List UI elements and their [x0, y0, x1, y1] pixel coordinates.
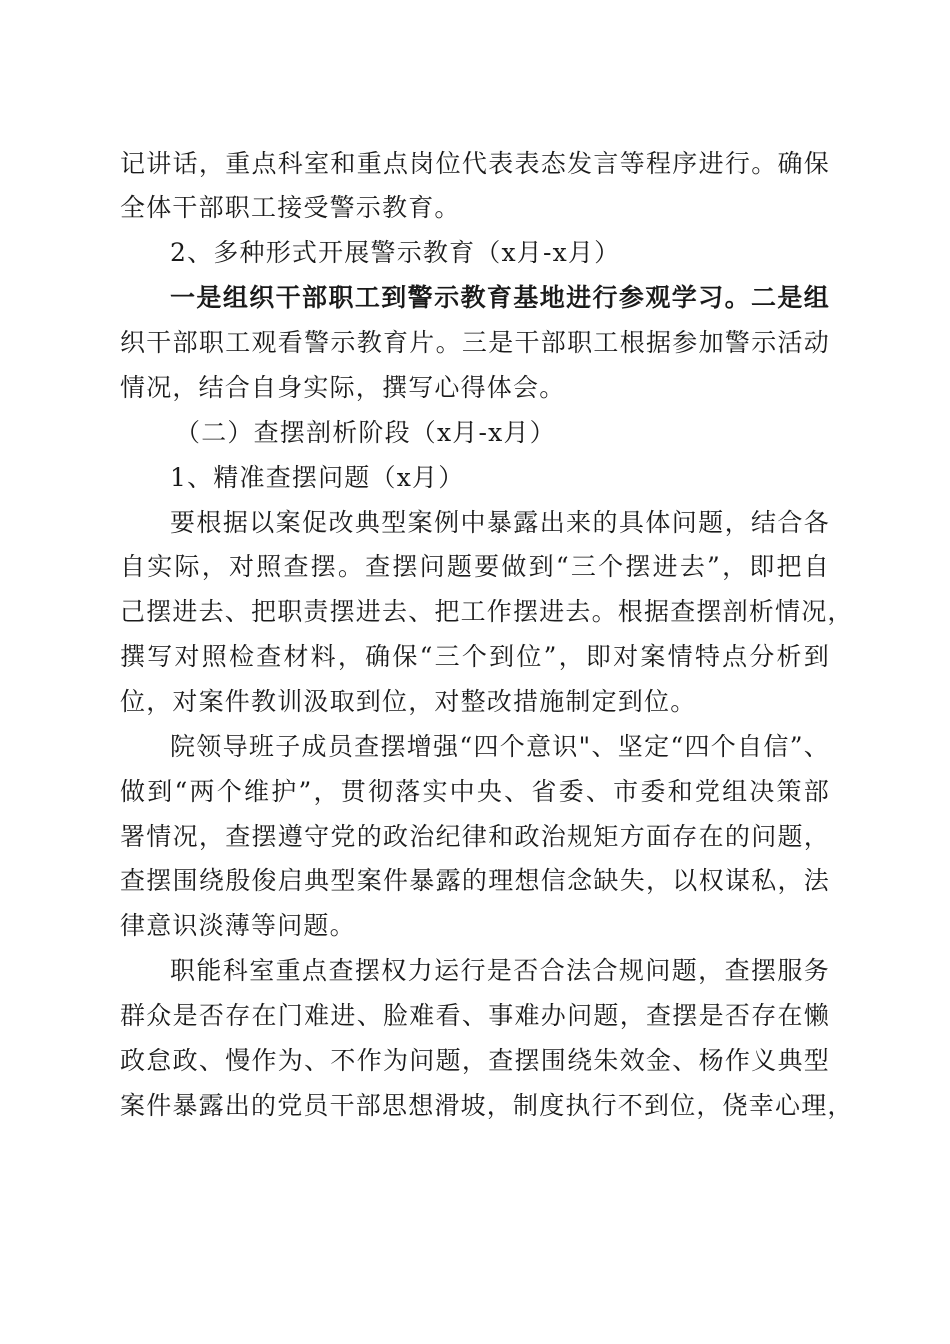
- paragraph-line: 案件暴露出的党员干部思想滑坡，制度执行不到位，侥幸心理，: [120, 1091, 854, 1120]
- paragraph-line: 署情况，查摆遵守党的政治纪律和政治规矩方面存在的问题，: [120, 822, 830, 851]
- paragraph-line: 织干部职工观看警示教育片。三是干部职工根据参加警示活动: [120, 328, 830, 357]
- paragraph-line: 院领导班子成员查摆增强“四个意识"、坚定“四个自信”、: [170, 732, 830, 761]
- paragraph-line: 律意识淡薄等问题。: [120, 911, 356, 940]
- paragraph-line: 政怠政、慢作为、不作为问题，查摆围绕朱效金、杨作义典型: [120, 1046, 830, 1075]
- paragraph-line: 记讲话，重点科室和重点岗位代表表态发言等程序进行。确保: [120, 149, 830, 178]
- section-heading: （二）查摆剖析阶段（x月-x月）: [175, 418, 556, 447]
- subsection-heading: 1、精准查摆问题（x月）: [170, 463, 465, 492]
- paragraph-line: 位，对案件教训汲取到位，对整改措施制定到位。: [120, 687, 697, 716]
- paragraph-line: 做到“两个维护”，贯彻落实中央、省委、市委和党组决策部: [120, 777, 830, 806]
- paragraph-line: 自实际，对照查摆。查摆问题要做到“三个摆进去”，即把自: [120, 552, 830, 581]
- paragraph-line: 职能科室重点查摆权力运行是否合法合规问题，查摆服务: [170, 956, 830, 985]
- paragraph-line: 全体干部职工接受警示教育。: [120, 193, 461, 222]
- paragraph-line: 撰写对照检查材料，确保“三个到位”，即对案情特点分析到: [120, 642, 830, 671]
- subsection-heading: 2、多种形式开展警示教育（x月-x月）: [170, 238, 621, 267]
- paragraph-line: 群众是否存在门难进、脸难看、事难办问题，查摆是否存在懒: [120, 1001, 830, 1030]
- paragraph-line: 情况，结合自身实际，撰写心得体会。: [120, 373, 566, 402]
- paragraph-line: 要根据以案促改典型案例中暴露出来的具体问题，结合各: [170, 508, 830, 537]
- paragraph-line: 己摆进去、把职责摆进去、把工作摆进去。根据查摆剖析情况，: [120, 597, 854, 626]
- paragraph-line: 一是组织干部职工到警示教育基地进行参观学习。二是组: [170, 283, 830, 312]
- paragraph-line: 查摆围绕殷俊启典型案件暴露的理想信念缺失，以权谋私，法: [120, 866, 830, 895]
